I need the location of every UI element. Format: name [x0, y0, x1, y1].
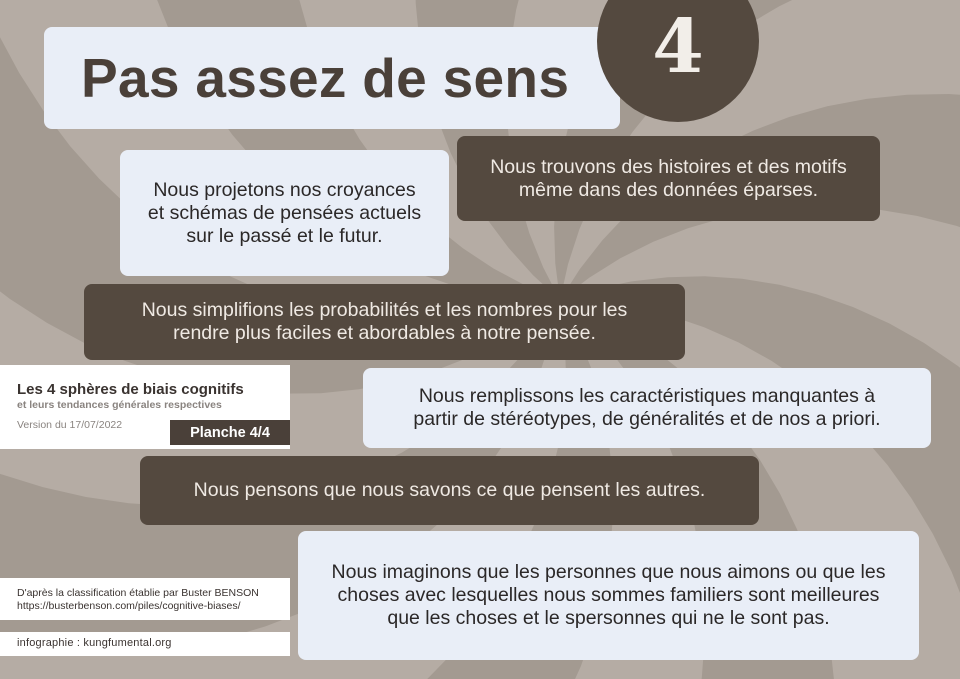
card-pensons-text: Nous pensons que nous savons ce que pensent les autres. — [193, 479, 706, 501]
info-subtitle: et leurs tendances générales respectives — [17, 399, 222, 411]
title-banner — [44, 27, 620, 129]
card-histoires-text: Nous trouvons des histoires et des motifs même dans des données éparses. — [490, 156, 847, 201]
card-pensons — [140, 456, 759, 525]
card-imaginons — [298, 531, 919, 660]
planche-badge: Planche 4/4 — [170, 420, 290, 445]
card-projetons-text: Nous projetons nos croyances et schémas de pensées actuels sur le passé et le futur. — [147, 178, 422, 247]
badge-number: 4 — [652, 4, 704, 90]
card-remplissons-text: Nous remplissons les caractéristiques manquantes à partir de stéréotypes, de généralités et de nos a priori. — [413, 385, 881, 430]
credit-panel — [0, 578, 290, 620]
info-version: Version du 17/07/2022 — [17, 419, 123, 431]
card-imaginons-text: Nous imaginons que les personnes que nous aimons ou que les choses avec lesquelles nous sommes familiers sont meilleures que les choses et le spersonnes qui ne le sont pas. — [331, 561, 886, 629]
credit-text: D'après la classification établie par Buster BENSON https://busterbenson.com/piles/cognitive-biases/ — [17, 587, 259, 612]
author-panel — [0, 632, 290, 656]
card-projetons — [120, 150, 449, 276]
info-title: Les 4 sphères de biais cognitifs — [17, 381, 244, 398]
author-text: infographie : kungfumental.org — [17, 637, 172, 649]
page-title: Pas assez de sens — [81, 47, 570, 109]
card-simplifions — [84, 284, 685, 360]
info-panel — [0, 365, 290, 449]
card-simplifions-text: Nous simplifions les probabilités et les nombres pour les rendre plus faciles et abordables à notre pensée. — [141, 299, 628, 344]
card-remplissons — [363, 368, 931, 448]
card-histoires — [457, 136, 880, 221]
